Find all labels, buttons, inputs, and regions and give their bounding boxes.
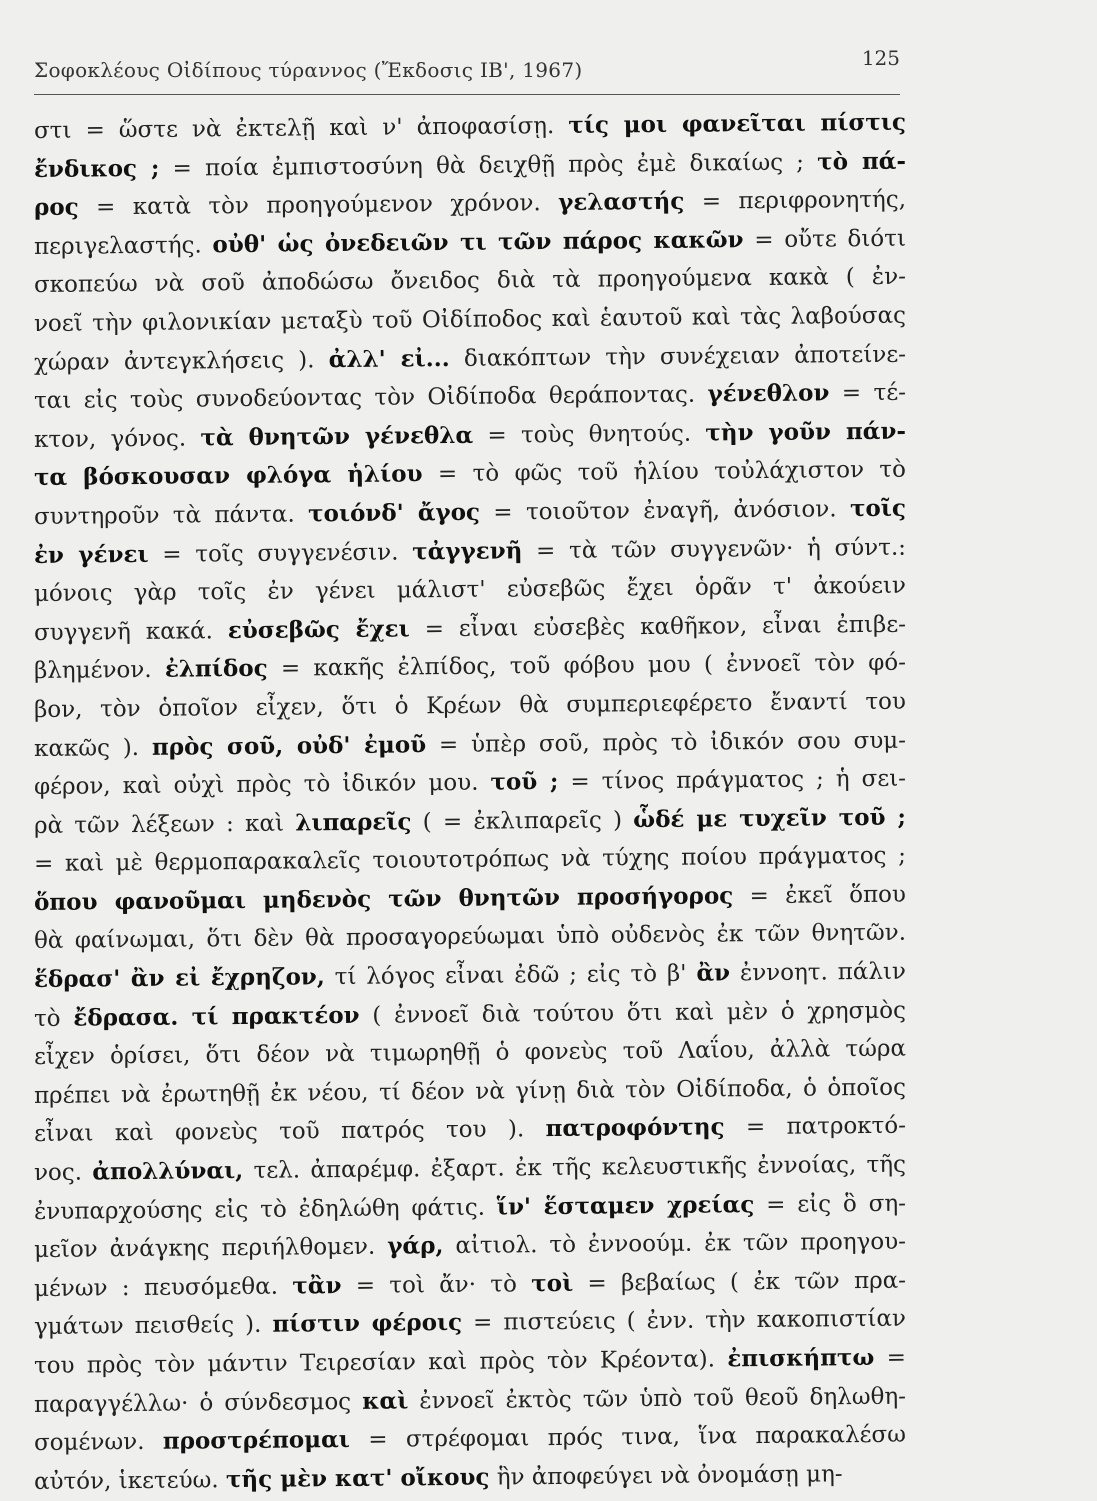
lemma-term: ἐλπίδος xyxy=(164,655,268,684)
gloss-text: = κατὰ τὸν προηγούμενον χρόνον. xyxy=(78,190,559,221)
gloss-text: = xyxy=(874,1344,907,1371)
lemma-term: τοῖς xyxy=(849,494,907,523)
gloss-text: = τοῖς συγγενέσιν. xyxy=(148,538,413,568)
gloss-text: = ὑπὲρ σοῦ, πρὸς τὸ ἰδικόν σου συμ- xyxy=(425,727,907,758)
gloss-text: = εἶναι εὐσεβὲς καθῆκον, εἶναι ἐπιβε- xyxy=(409,611,907,643)
lemma-term: εὐσεβῶς ἔχει xyxy=(227,615,410,644)
lemma-term: τοιόνδ' ἄγος xyxy=(307,498,481,528)
lemma-term: τίς μοι φανεῖται πίστις xyxy=(568,108,907,139)
gloss-text: πρέπει νὰ ἐρωτηθῇ ἐκ νέου, τί δέον νὰ γίνῃ διὰ τὸν Οἰδίποδα, ὁ ὁποῖος xyxy=(33,1074,907,1109)
lemma-term: τοῦ ; xyxy=(490,768,559,796)
gloss-text: του πρὸς τὸν μάντιν Τειρεσίαν καὶ πρὸς τὸν Κρέοντα). xyxy=(33,1346,728,1379)
gloss-text: = βεβαίως ( ἐκ τῶν πρα- xyxy=(573,1267,907,1297)
gloss-text: περιγελαστής. xyxy=(33,232,213,260)
gloss-text: μένων : πευσόμεθα. xyxy=(33,1273,293,1302)
gloss-text: = πατροκτό- xyxy=(724,1113,907,1141)
lemma-term: τῆς μὲν κατ' οἴκους xyxy=(225,1463,490,1493)
gloss-text: = στρέφομαι πρός τινα, ἵνα παρακαλέσω xyxy=(349,1421,907,1454)
running-title: Σοφοκλέους Οἰδίπους τύραννος (Ἔκδοσις ΙΒ', 1967) xyxy=(34,58,583,82)
gloss-text: μόνοις γὰρ τοῖς ἐν γένει μάλιστ' εὐσεβῶς ἔχει ὁρᾶν τ' ἀκούειν xyxy=(33,572,907,608)
gloss-text: = ἐκεῖ ὅπου xyxy=(733,881,907,910)
gloss-text: ται εἰς τοὺς συνοδεύοντας τὸν Οἰδίποδα θεράποντας. xyxy=(33,381,708,415)
gloss-text: = πιστεύεις ( ἐνν. τὴν κακοπιστίαν xyxy=(461,1306,907,1337)
running-head xyxy=(34,40,900,95)
gloss-text: συγγενῆ κακά. xyxy=(33,617,228,646)
gloss-text: = οὔτε διότι xyxy=(743,225,907,253)
gloss-text: ἣν ἀποφεύγει νὰ ὀνομάσῃ μη- xyxy=(489,1461,843,1491)
gloss-text: συντηροῦν τὰ πάντα. xyxy=(33,501,309,530)
lemma-term: ἐπισκήπτω xyxy=(727,1343,875,1373)
gloss-text: γμάτων πεισθείς ). xyxy=(33,1312,273,1341)
lemma-term: ὧδέ με τυχεῖν τοῦ ; xyxy=(633,803,907,833)
page-number: 125 xyxy=(861,46,900,70)
gloss-text: = καὶ μὲ θερμοπαρακαλεῖς τοιουτοτρόπως νὰ τύχης ποίου πράγματος ; xyxy=(33,842,907,878)
lemma-term: ἀλλ' εἰ... xyxy=(328,344,450,373)
gloss-text: αἰτιολ. τὸ ἐννοούμ. ἐκ τῶν προηγου- xyxy=(443,1228,907,1260)
gloss-text: = τὰ τῶν συγγενῶν· ἡ σύντ.: xyxy=(522,534,907,564)
gloss-text: κτον, γόνος. xyxy=(33,425,201,453)
gloss-text: ἐννοεῖ ἐκτὸς τῶν ὑπὸ τοῦ θεοῦ δηλωθη- xyxy=(408,1383,907,1415)
lemma-term: πρὸς σοῦ, οὐδ' ἐμοῦ xyxy=(151,730,427,761)
gloss-text: χώραν ἀντεγκλήσεις ). xyxy=(33,346,329,376)
gloss-text: θὰ φαίνωμαι, ὅτι δὲν θὰ προσαγορεύωμαι ὑπὸ οὐδενὸς ἐκ τῶν θνητῶν. xyxy=(33,920,907,955)
lemma-term: ἔδρασα. τί πρακτέον xyxy=(73,1001,360,1032)
gloss-text: τελ. ἀπαρέμφ. ἐξαρτ. ἐκ τῆς κελευστικῆς ἐννοίας, τῆς xyxy=(243,1151,907,1185)
lemma-term: ὅπου φανοῦμαι μηδενὸς τῶν θνητῶν προσήγορος xyxy=(33,882,734,916)
gloss-text: νοεῖ τὴν φιλονικίαν μεταξὺ τοῦ Οἰδίποδος καὶ ἑαυτοῦ καὶ τὰς λαβούσας xyxy=(33,302,907,337)
lemma-term: ἂν xyxy=(696,959,731,987)
gloss-text: αὐτόν, ἱκετεύω. xyxy=(33,1466,227,1495)
gloss-text: μεῖον ἀνάγκης περιήλθομεν. xyxy=(33,1233,388,1264)
lemma-term: γελαστής xyxy=(558,187,685,217)
text-line xyxy=(34,1454,906,1501)
gloss-text: = τοιοῦτον ἐναγῆ, ἀνόσιον. xyxy=(479,496,851,526)
gloss-text: στι = ὥστε νὰ ἐκτελῇ καὶ ν' ἀποφασίσῃ. xyxy=(33,112,569,144)
gloss-text: νος. xyxy=(33,1159,93,1187)
gloss-text: = περιφρονητής, xyxy=(684,186,907,215)
lemma-term: προστρέπομαι xyxy=(162,1426,350,1455)
lemma-term: ἵν' ἕσταμεν χρείας xyxy=(496,1190,755,1221)
lemma-term: τὸ πά- xyxy=(817,147,907,176)
gloss-text: = τοὺς θνητούς. xyxy=(473,420,706,449)
lemma-term: ἔνδικος ; xyxy=(33,154,160,183)
lemma-term: τἀγγενῆ xyxy=(412,536,523,565)
lemma-term: τα βόσκουσαν φλόγα ἡλίου xyxy=(33,460,423,492)
gloss-text: σομένων. xyxy=(33,1428,163,1457)
lemma-term: γένεθλον xyxy=(707,379,830,408)
gloss-text: βλημένον. xyxy=(33,657,166,685)
gloss-text: = εἰς ὃ ση- xyxy=(754,1190,907,1218)
gloss-text: τί λόγος εἶναι ἐδῶ ; εἰς τὸ β' xyxy=(324,960,697,991)
lemma-term: πίστιν φέροις xyxy=(272,1309,463,1339)
lemma-term: ρος xyxy=(33,193,79,222)
gloss-text: = τὸ φῶς τοῦ ἡλίου τοὐλάχιστον τὸ xyxy=(422,456,907,488)
gloss-text: φέρον, καὶ οὐχὶ πρὸς τὸ ἰδικόν μου. xyxy=(33,769,491,801)
lemma-term: καὶ xyxy=(362,1387,409,1415)
gloss-text: ἐννοητ. πάλιν xyxy=(729,958,907,987)
lemma-term: οὐθ' ὡς ὀνεδειῶν τι τῶν πάρος κακῶν xyxy=(212,225,744,259)
commentary-text xyxy=(33,108,907,1501)
lemma-term: ἐν γένει xyxy=(33,540,149,569)
lemma-term: ἕδρασ' ἂν εἰ ἔχρηζον, xyxy=(33,963,325,994)
gloss-text: ( ἐννοεῖ διὰ τούτου ὅτι καὶ μὲν ὁ χρησμὸς xyxy=(359,997,907,1029)
gloss-text: εἶναι καὶ φονεὺς τοῦ πατρός του ). xyxy=(33,1116,546,1148)
gloss-text: = τοὶ ἄν· τὸ xyxy=(341,1271,532,1299)
lemma-term: τἂν xyxy=(292,1271,342,1300)
gloss-text: ρὰ τῶν λέξεων : καὶ xyxy=(33,810,296,839)
lemma-term: ἀπολλύναι, xyxy=(92,1157,244,1186)
gloss-text: = κακῆς ἐλπίδος, τοῦ φόβου μου ( ἐννοεῖ τὸν φό- xyxy=(267,649,907,683)
gloss-text: τὸ xyxy=(33,1005,74,1032)
lemma-term: τοὶ xyxy=(531,1269,574,1298)
gloss-text: σκοπεύω νὰ σοῦ ἀποδώσω ὄνειδος διὰ τὰ προηγούμενα κακὰ ( ἐν- xyxy=(33,264,907,299)
gloss-text: ( = ἐκλιπαρεῖς ) xyxy=(411,806,634,836)
lemma-term: τὰ θνητῶν γένεθλα xyxy=(200,421,474,452)
lemma-term: πατροφόντης xyxy=(545,1113,725,1143)
gloss-text: παραγγέλλω· ὁ σύνδεσμος xyxy=(33,1388,363,1418)
gloss-text: βον, τὸν ὁποῖον εἶχεν, ὅτι ὁ Κρέων θὰ συμπεριεφέρετο ἔναντί του xyxy=(33,688,907,723)
lemma-term: τὴν γοῦν πάν- xyxy=(705,417,907,447)
gloss-text: διακόπτων τὴν συνέχειαν ἀποτείνε- xyxy=(449,341,907,372)
gloss-text: κακῶς ). xyxy=(33,734,153,762)
gloss-text: = τέ- xyxy=(829,379,907,407)
gloss-text: = ποία ἐμπιστοσύνη θὰ δειχθῇ πρὸς ἐμὲ δικαίως ; xyxy=(159,149,818,182)
gloss-text: ἐνυπαρχούσης εἰς τὸ ἐδηλώθη φάτις. xyxy=(33,1194,497,1225)
gloss-text: = τίνος πράγματος ; ἡ σει- xyxy=(558,765,907,796)
lemma-term: γάρ, xyxy=(387,1232,444,1260)
lemma-term: λιπαρεῖς xyxy=(295,808,412,837)
gloss-text: εἶχεν ὁρίσει, ὅτι δέον νὰ τιμωρηθῇ ὁ φονεὺς τοῦ Λαΐου, ἀλλὰ τώρα xyxy=(33,1035,907,1071)
